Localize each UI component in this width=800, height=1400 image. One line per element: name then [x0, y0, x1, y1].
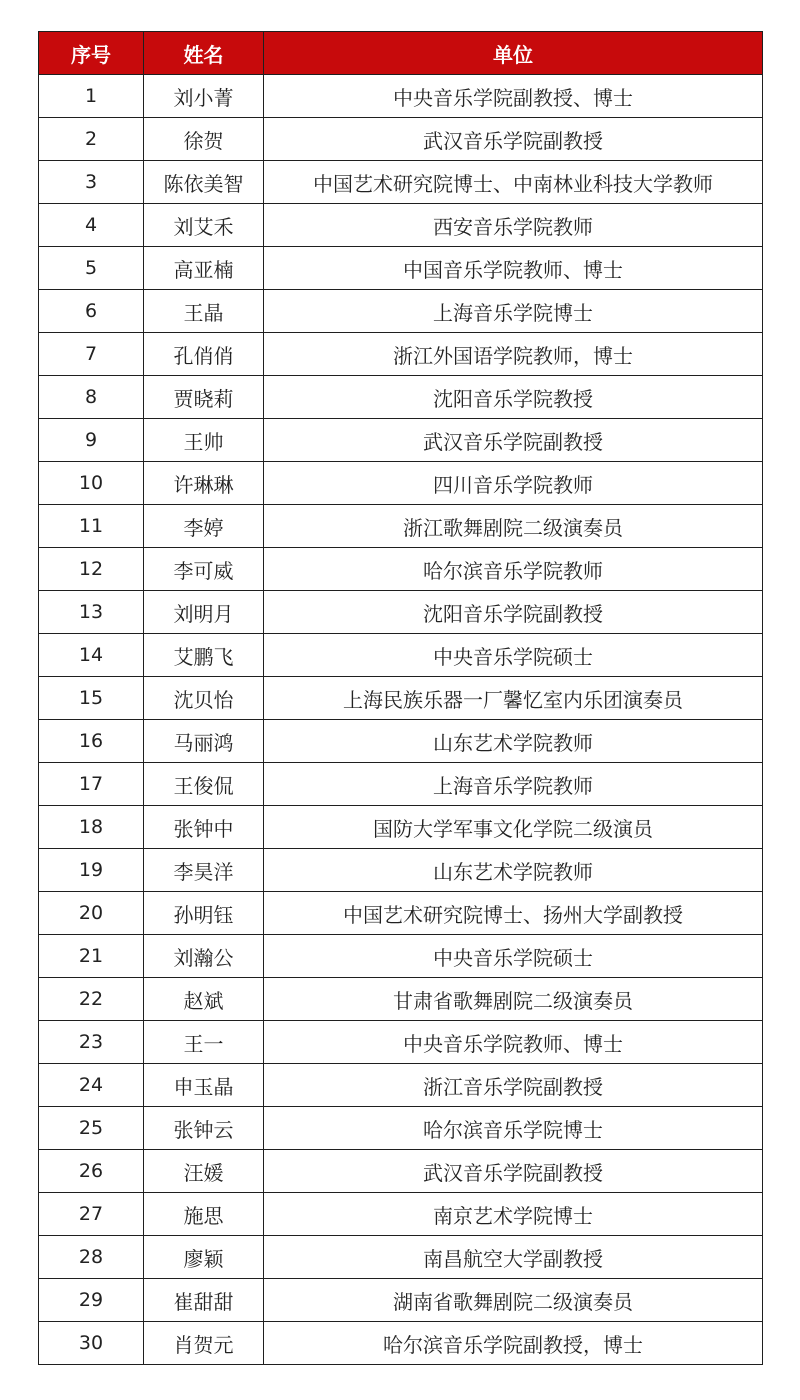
cell-unit: 中央音乐学院教师、博士 [264, 1021, 763, 1064]
cell-name: 刘瀚公 [144, 935, 264, 978]
cell-unit: 中央音乐学院硕士 [264, 634, 763, 677]
cell-name: 刘艾禾 [144, 204, 264, 247]
cell-unit: 上海音乐学院教师 [264, 763, 763, 806]
cell-name: 王帅 [144, 419, 264, 462]
table-row [39, 720, 763, 763]
cell-name: 马丽鸿 [144, 720, 264, 763]
cell-unit: 武汉音乐学院副教授 [264, 1150, 763, 1193]
header-name: 姓名 [144, 32, 264, 75]
cell-name: 刘小菁 [144, 75, 264, 118]
table-row [39, 1193, 763, 1236]
cell-unit: 西安音乐学院教师 [264, 204, 763, 247]
cell-unit: 甘肃省歌舞剧院二级演奏员 [264, 978, 763, 1021]
cell-number: 25 [39, 1107, 144, 1150]
cell-number: 9 [39, 419, 144, 462]
cell-name: 施思 [144, 1193, 264, 1236]
header-unit: 单位 [264, 32, 763, 75]
cell-name: 徐贺 [144, 118, 264, 161]
cell-number: 7 [39, 333, 144, 376]
cell-unit: 哈尔滨音乐学院副教授，博士 [264, 1322, 763, 1365]
cell-number: 14 [39, 634, 144, 677]
cell-name: 王一 [144, 1021, 264, 1064]
cell-name: 刘明月 [144, 591, 264, 634]
table-row [39, 1021, 763, 1064]
cell-name: 赵斌 [144, 978, 264, 1021]
table-row [39, 763, 763, 806]
cell-unit: 山东艺术学院教师 [264, 849, 763, 892]
table-row [39, 935, 763, 978]
cell-name: 艾鹏飞 [144, 634, 264, 677]
table-row [39, 419, 763, 462]
cell-unit: 浙江歌舞剧院二级演奏员 [264, 505, 763, 548]
cell-number: 26 [39, 1150, 144, 1193]
cell-unit: 浙江音乐学院副教授 [264, 1064, 763, 1107]
cell-unit: 中国音乐学院教师、博士 [264, 247, 763, 290]
cell-unit: 国防大学军事文化学院二级演员 [264, 806, 763, 849]
cell-unit: 浙江外国语学院教师，博士 [264, 333, 763, 376]
table-row [39, 204, 763, 247]
cell-number: 11 [39, 505, 144, 548]
table-row [39, 1236, 763, 1279]
cell-name: 李婷 [144, 505, 264, 548]
cell-unit: 中央音乐学院副教授、博士 [264, 75, 763, 118]
cell-name: 李可威 [144, 548, 264, 591]
table-row [39, 892, 763, 935]
table-row [39, 290, 763, 333]
table-row [39, 806, 763, 849]
cell-unit: 哈尔滨音乐学院教师 [264, 548, 763, 591]
cell-name: 沈贝怡 [144, 677, 264, 720]
cell-name: 肖贺元 [144, 1322, 264, 1365]
cell-number: 10 [39, 462, 144, 505]
cell-name: 崔甜甜 [144, 1279, 264, 1322]
cell-number: 22 [39, 978, 144, 1021]
table-row [39, 75, 763, 118]
cell-name: 张钟中 [144, 806, 264, 849]
cell-unit: 中国艺术研究院博士、中南林业科技大学教师 [264, 161, 763, 204]
cell-name: 高亚楠 [144, 247, 264, 290]
cell-name: 陈依美智 [144, 161, 264, 204]
table-row [39, 462, 763, 505]
cell-number: 24 [39, 1064, 144, 1107]
cell-number: 15 [39, 677, 144, 720]
cell-unit: 中央音乐学院硕士 [264, 935, 763, 978]
cell-unit: 湖南省歌舞剧院二级演奏员 [264, 1279, 763, 1322]
cell-number: 21 [39, 935, 144, 978]
table-row [39, 161, 763, 204]
table-body [39, 75, 763, 1365]
cell-number: 2 [39, 118, 144, 161]
cell-number: 16 [39, 720, 144, 763]
table-row [39, 548, 763, 591]
cell-number: 28 [39, 1236, 144, 1279]
cell-name: 许琳琳 [144, 462, 264, 505]
cell-number: 1 [39, 75, 144, 118]
table-row [39, 677, 763, 720]
header-number: 序号 [39, 32, 144, 75]
table-row [39, 505, 763, 548]
cell-name: 汪媛 [144, 1150, 264, 1193]
cell-number: 12 [39, 548, 144, 591]
table-row [39, 978, 763, 1021]
cell-unit: 南昌航空大学副教授 [264, 1236, 763, 1279]
cell-unit: 哈尔滨音乐学院博士 [264, 1107, 763, 1150]
table-row [39, 333, 763, 376]
cell-number: 23 [39, 1021, 144, 1064]
cell-number: 19 [39, 849, 144, 892]
cell-unit: 沈阳音乐学院教授 [264, 376, 763, 419]
cell-name: 贾晓莉 [144, 376, 264, 419]
cell-number: 3 [39, 161, 144, 204]
table-row [39, 247, 763, 290]
cell-number: 13 [39, 591, 144, 634]
cell-name: 王俊侃 [144, 763, 264, 806]
cell-unit: 沈阳音乐学院副教授 [264, 591, 763, 634]
table-row [39, 634, 763, 677]
cell-unit: 上海民族乐器一厂馨忆室内乐团演奏员 [264, 677, 763, 720]
cell-unit: 四川音乐学院教师 [264, 462, 763, 505]
cell-number: 6 [39, 290, 144, 333]
table-row [39, 1322, 763, 1365]
cell-unit: 武汉音乐学院副教授 [264, 419, 763, 462]
cell-name: 李昊洋 [144, 849, 264, 892]
table-row [39, 118, 763, 161]
roster-table [38, 31, 763, 1365]
table-row [39, 1150, 763, 1193]
cell-number: 18 [39, 806, 144, 849]
cell-number: 27 [39, 1193, 144, 1236]
cell-name: 廖颖 [144, 1236, 264, 1279]
cell-name: 张钟云 [144, 1107, 264, 1150]
cell-unit: 上海音乐学院博士 [264, 290, 763, 333]
cell-unit: 山东艺术学院教师 [264, 720, 763, 763]
table-row [39, 1279, 763, 1322]
cell-number: 5 [39, 247, 144, 290]
header-row [39, 32, 763, 75]
cell-name: 孙明钰 [144, 892, 264, 935]
table-row [39, 1107, 763, 1150]
cell-number: 20 [39, 892, 144, 935]
table-row [39, 591, 763, 634]
cell-number: 17 [39, 763, 144, 806]
cell-name: 申玉晶 [144, 1064, 264, 1107]
cell-unit: 武汉音乐学院副教授 [264, 118, 763, 161]
cell-name: 孔俏俏 [144, 333, 264, 376]
table-row [39, 376, 763, 419]
cell-unit: 中国艺术研究院博士、扬州大学副教授 [264, 892, 763, 935]
cell-number: 4 [39, 204, 144, 247]
table-row [39, 849, 763, 892]
cell-number: 29 [39, 1279, 144, 1322]
cell-name: 王晶 [144, 290, 264, 333]
cell-number: 30 [39, 1322, 144, 1365]
cell-unit: 南京艺术学院博士 [264, 1193, 763, 1236]
cell-number: 8 [39, 376, 144, 419]
table-row [39, 1064, 763, 1107]
